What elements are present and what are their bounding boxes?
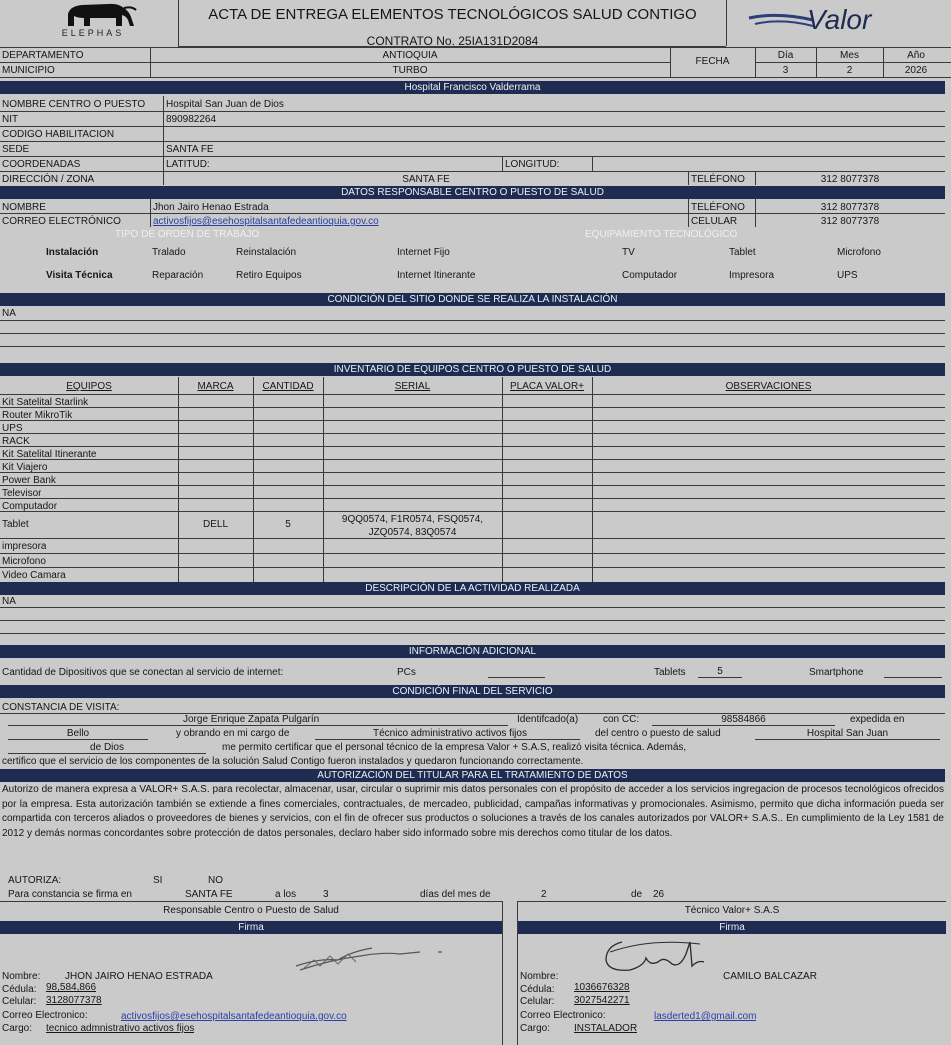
actividad-bar: DESCRIPCIÓN DE LA ACTIVIDAD REALIZADA <box>0 582 945 595</box>
inventario-bar: INVENTARIO DE EQUIPOS CENTRO O PUESTO DE SALUD <box>0 363 945 376</box>
para-constancia: Para constancia se firma en <box>8 889 132 900</box>
final-ciudad: Bello <box>66 728 90 739</box>
right-celular-value: 3027542271 <box>574 995 630 1006</box>
inv-row-equipo: RACK <box>2 436 30 447</box>
final-del-centro: del centro o puesto de salud <box>595 728 721 739</box>
right-cedula-value: 1036676328 <box>574 982 630 993</box>
inv-row-equipo: Power Bank <box>2 475 56 486</box>
right-nombre-label: Nombre: <box>520 971 559 982</box>
autoriza-label: AUTORIZA: <box>8 875 62 886</box>
inv-row-cantidad: 5 <box>285 519 291 530</box>
orden-retiro: Retiro Equipos <box>236 270 302 281</box>
left-correo-link[interactable]: activosfijos@esehospitalsantafedeantioquia.gov.co <box>121 1011 347 1022</box>
left-celular-label: Celular: <box>2 996 37 1007</box>
resp-cel-label: CELULAR <box>691 216 738 227</box>
valor-logo <box>726 0 951 46</box>
lat-label: LATITUD: <box>166 159 210 170</box>
mes-label: Mes <box>840 50 859 61</box>
firma-box-right <box>517 901 946 1045</box>
left-firma-bar: Firma <box>0 921 502 934</box>
final-hospital-b: de Dios <box>90 742 124 753</box>
resp-nombre-value: Jhon Jairo Henao Estrada <box>153 202 269 213</box>
final-hospital-a: Hospital San Juan <box>806 728 889 739</box>
dia-label: Día <box>777 50 794 61</box>
dept-value: ANTIOQUIA <box>382 50 438 61</box>
left-firma-title: Responsable Centro o Puesto de Salud <box>163 905 339 916</box>
muni-label: MUNICIPIO <box>2 65 55 76</box>
left-cedula-label: Cédula: <box>2 984 37 995</box>
final-certifico-1: me permito certificar que el personal técnico de la empresa Valor + S.A.S, realizó visita técnica. Además, <box>222 742 687 753</box>
autorizacion-bar: AUTORIZACIÓN DEL TITULAR PARA EL TRATAMIENTO DE DATOS <box>0 769 945 782</box>
inv-row-equipo: Kit Viajero <box>2 462 48 473</box>
codigo-label: CODIGO HABILITACION <box>2 129 115 140</box>
equip-computador: Computador <box>622 270 678 281</box>
actividad-value: NA <box>2 596 16 607</box>
signature-right <box>600 932 710 978</box>
site-tel-label: TELÉFONO <box>691 174 745 185</box>
inv-row-equipo: UPS <box>2 423 23 434</box>
left-nombre-label: Nombre: <box>2 971 41 982</box>
dias-mes: días del mes de <box>420 889 491 900</box>
site-tel-value: 312 8077378 <box>820 174 880 185</box>
left-correo-label: Correo Electronico: <box>2 1010 88 1021</box>
inv-header-equipos: EQUIPOS <box>66 381 112 392</box>
nit-value: 890982264 <box>166 114 217 125</box>
resp-tel-value: 312 8077378 <box>820 202 880 213</box>
inv-row-equipo: Kit Satelital Starlink <box>2 397 89 408</box>
left-nombre-value: JHON JAIRO HENAO ESTRADA <box>65 971 213 982</box>
right-cargo-value: INSTALADOR <box>574 1023 638 1034</box>
right-firma-bar: Firma <box>518 921 946 934</box>
left-celular-value: 3128077378 <box>46 995 102 1006</box>
condicion-sitio-value: NA <box>2 308 16 319</box>
header <box>0 0 951 47</box>
final-obrando: y obrando en mi cargo de <box>176 728 290 739</box>
inv-row-equipo: Kit Satelital Itinerante <box>2 449 97 460</box>
info-bar: INFORMACIÓN ADICIONAL <box>0 645 945 658</box>
hospital-bar: Hospital Francisco Valderrama <box>0 81 945 94</box>
de-label: de <box>631 889 643 900</box>
resp-nombre-label: NOMBRE <box>2 202 46 213</box>
autoriza-si[interactable]: SI <box>153 875 163 886</box>
sede-value: SANTA FE <box>166 144 214 155</box>
orden-instalacion: Instalación <box>46 247 99 258</box>
inv-row-equipo: impresora <box>2 541 47 552</box>
resp-correo-link[interactable]: activosfijos@esehospitalsantafedeantioquia.gov.co <box>153 216 379 227</box>
equip-microfono: Microfono <box>837 247 881 258</box>
condicion-sitio-bar: CONDICIÓN DEL SITIO DONDE SE REALIZA LA INSTALACIÓN <box>0 293 945 306</box>
orden-bar-right: EQUIPAMIENTO TECNOLÓGICO <box>585 229 738 240</box>
inv-row-equipo: Video Camara <box>2 570 66 581</box>
dir-label: DIRECCIÓN / ZONA <box>2 174 95 185</box>
contract-number: CONTRATO No. 25IA131D2084 <box>366 34 539 48</box>
info-label: Cantidad de Dipositivos que se conectan al servicio de internet: <box>2 667 284 678</box>
right-correo-label: Correo Electronico: <box>520 1010 606 1021</box>
equip-ups: UPS <box>837 270 858 281</box>
fecha-label: FECHA <box>695 56 730 67</box>
coord-label: COORDENADAS <box>2 159 81 170</box>
final-cargo: Técnico administrativo activos fijos <box>373 728 527 739</box>
elephas-text: ELEPHAS <box>61 28 125 38</box>
lon-label: LONGITUD: <box>505 159 560 170</box>
firma-anio: 26 <box>653 889 665 900</box>
site-nombre-label: NOMBRE CENTRO O PUESTO <box>2 99 146 110</box>
right-cargo-label: Cargo: <box>520 1023 551 1034</box>
orden-tralado: Tralado <box>152 247 186 258</box>
final-bar: CONDICIÓN FINAL DEL SERVICIO <box>0 685 945 698</box>
equip-internet-fijo: Internet Fijo <box>397 247 450 258</box>
signature-left <box>290 938 450 978</box>
a-los: a los <box>275 889 297 900</box>
firma-mes: 2 <box>541 889 547 900</box>
anio-value: 2026 <box>904 65 928 76</box>
right-firma-title: Técnico Valor+ S.A.S <box>684 905 780 916</box>
inv-row-serial: 9QQ0574, F1R0574, FSQ0574, JZQ0574, 83Q0574 <box>341 514 484 538</box>
anio-label: Año <box>907 50 925 61</box>
elephant-icon <box>60 0 140 30</box>
final-identificado: Identifcado(a) <box>517 714 579 725</box>
info-tablets-value: 5 <box>717 666 723 677</box>
right-cedula-label: Cédula: <box>520 984 555 995</box>
final-certifico-2: certifico que el servicio de los componentes de la solución Salud Contigo fueron instalados y quedaron funcionando correctamente. <box>2 756 584 767</box>
final-name: Jorge Enrique Zapata Pulgarín <box>183 714 320 725</box>
autoriza-no[interactable]: NO <box>208 875 223 886</box>
firma-dia: 3 <box>323 889 329 900</box>
inv-row-equipo: Computador <box>2 501 58 512</box>
info-tablets-label: Tablets <box>654 667 686 678</box>
inv-header-placa: PLACA VALOR+ <box>509 381 585 392</box>
final-cc: 98584866 <box>721 714 766 725</box>
inv-row-equipo: Router MikroTik <box>2 410 73 421</box>
inv-header-observaciones: OBSERVACIONES <box>725 381 812 392</box>
elephas-logo <box>0 0 179 46</box>
muni-value: TURBO <box>392 65 428 76</box>
resp-correo-label: CORREO ELECTRÓNICO <box>2 216 121 227</box>
right-correo-link[interactable]: lasderted1@gmail.com <box>654 1011 757 1022</box>
document-title: ACTA DE ENTREGA ELEMENTOS TECNOLÓGICOS SALUD CONTIGO <box>208 6 697 23</box>
orden-reinstalacion: Reinstalación <box>236 247 297 258</box>
left-cargo-value: tecnico admnistrativo activos fijos <box>46 1023 195 1034</box>
equip-tv: TV <box>622 247 635 258</box>
responsable-bar: DATOS RESPONSABLE CENTRO O PUESTO DE SALUD <box>0 186 945 199</box>
inv-header-marca: MARCA <box>197 381 234 392</box>
left-cedula-value: 98,584,866 <box>46 982 97 993</box>
info-smartphone-label: Smartphone <box>809 667 864 678</box>
final-expedida: expedida en <box>850 714 905 725</box>
final-con-cc: con CC: <box>603 714 640 725</box>
orden-reparacion: Reparación <box>152 270 204 281</box>
nit-label: NIT <box>2 114 19 125</box>
equip-tablet: Tablet <box>729 247 756 258</box>
site-nombre-value: Hospital San Juan de Dios <box>166 99 284 110</box>
inv-row-equipo: Tablet <box>2 519 29 530</box>
info-pcs-label: PCs <box>397 667 416 678</box>
resp-cel-value: 312 8077378 <box>820 216 880 227</box>
orden-visita: Visita Técnica <box>46 270 113 281</box>
inv-header-cantidad: CANTIDAD <box>262 381 314 392</box>
firma-lugar: SANTA FE <box>185 889 233 900</box>
firma-box-left <box>0 901 503 1045</box>
equip-impresora: Impresora <box>729 270 775 281</box>
constancia-label: CONSTANCIA DE VISITA: <box>2 702 120 713</box>
dia-value: 3 <box>782 65 789 76</box>
orden-bar-left: TIPO DE ORDEN DE TRABAJO <box>115 229 260 240</box>
inv-header-serial: SERIAL <box>394 381 431 392</box>
dept-label: DEPARTAMENTO <box>2 50 84 61</box>
mes-value: 2 <box>846 65 853 76</box>
left-cargo-label: Cargo: <box>2 1023 33 1034</box>
dir-value: SANTA FE <box>402 174 450 185</box>
inv-row-equipo: Televisor <box>2 488 42 499</box>
autorizacion-text: Autorizo de manera expresa a VALOR+ S.A.S. para recolectar, almacenar, usar, circular o suprimir mis datos personales con el propósito de acceder a los servicios ingregacion de procesos tecnológicos ofrecidos por la empresa. Esta autorización también se extiende a fines comerciales, contractuales, de mercadeo, publicidad, campañas informativas y promocionales. Asimismo, permito que dicha información pueda ser compartida con terceros aliados o proveedores de bienes y servicios, con el fin de ofrecer sus productos o soluciones a través de los canales autorizados por VALOR+ S.A.S.. En cumplimiento de la Ley 1581 de 2012 y demás normas concordantes sobre protección de datos personales, declaro haber sido informado sobre mis derechos como titular de los datos. <box>2 784 944 839</box>
equip-internet-itinerante: Internet Itinerante <box>397 270 476 281</box>
valor-text: Valor <box>807 4 872 35</box>
sede-label: SEDE <box>2 144 30 155</box>
right-celular-label: Celular: <box>520 996 555 1007</box>
inv-row-marca: DELL <box>202 519 228 530</box>
resp-tel-label: TELÉFONO <box>691 202 745 213</box>
inv-row-equipo: Microfono <box>2 556 46 567</box>
right-nombre-value: CAMILO BALCAZAR <box>723 971 817 982</box>
